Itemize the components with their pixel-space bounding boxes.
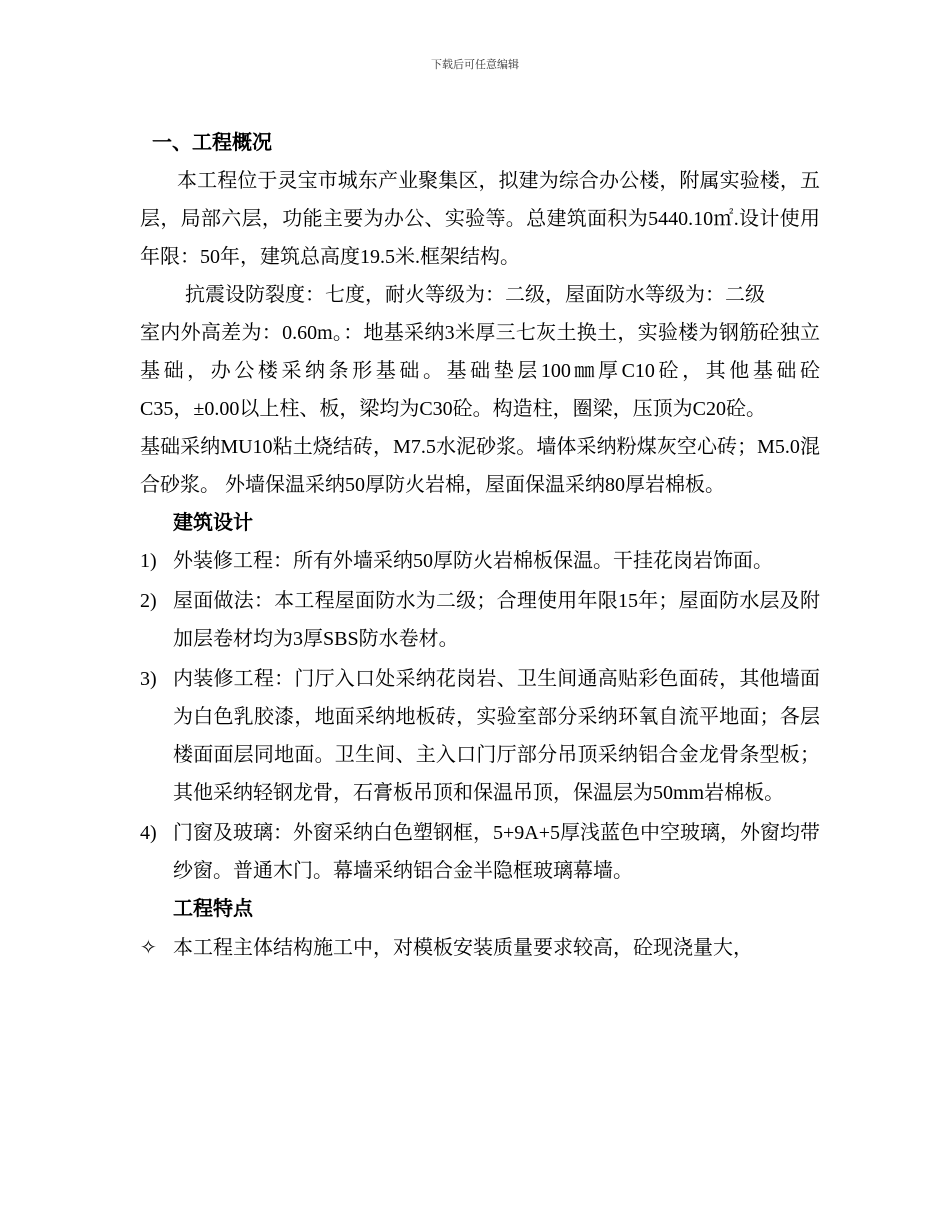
feature-bullet-text: 本工程主体结构施工中，对模板安装质量要求较高，砼现浇量大， [173, 935, 753, 959]
section-title-architecture: 建筑设计 [173, 510, 253, 534]
list-item [140, 660, 820, 812]
overview-paragraph-4: 基础采纳MU10粘土烧结砖，M7.5水泥砂浆。墙体采纳粉煤灰空心砖；M5.0混合砂浆。 外墙保温采纳50厚防火岩棉，屋面保温采纳80厚岩棉板。 [140, 436, 820, 496]
list-item [140, 542, 820, 580]
architecture-list [140, 542, 820, 890]
diamond-bullet-icon: ✧ [140, 935, 157, 959]
section-title-overview: 一、工程概况 [152, 130, 272, 154]
list-item-number: 4) [140, 822, 157, 844]
overview-paragraph-2: 抗震设防裂度：七度，耐火等级为：二级，屋面防水等级为：二级 [185, 284, 765, 306]
list-item-text: 门窗及玻璃：外窗采纳白色塑钢框，5+9A+5厚浅蓝色中空玻璃，外窗均带纱窗。普通木门。幕墙采纳铝合金半隐框玻璃幕墙。 [173, 822, 821, 882]
list-item-number: 2) [140, 590, 157, 612]
list-item-text: 外装修工程：所有外墙采纳50厚防火岩棉板保温。干挂花岗岩饰面。 [173, 550, 773, 572]
list-item [140, 814, 820, 890]
list-item-number: 3) [140, 668, 157, 690]
page-header: 下载后可任意编辑 [431, 58, 519, 71]
list-item-text: 屋面做法：本工程屋面防水为二级；合理使用年限15年；屋面防水层及附加层卷材均为3厚SBS防水卷材。 [173, 590, 820, 650]
overview-paragraph-1: 本工程位于灵宝市城东产业聚集区，拟建为综合办公楼，附属实验楼，五层，局部六层，功能主要为办公、实验等。总建筑面积为5440.10㎡.设计使用年限：50年，建筑总高度19.5米.框架结构。 [140, 170, 820, 268]
feature-bullet-item [140, 928, 820, 966]
list-item-text: 内装修工程：门厅入口处采纳花岗岩、卫生间通高贴彩色面砖，其他墙面为白色乳胶漆，地面采纳地板砖，实验室部分采纳环氧自流平地面；各层楼面面层同地面。卫生间、主入口门厅部分吊顶采纳铝合金龙骨条型板；其他采纳轻钢龙骨，石膏板吊顶和保温吊顶，保温层为50mm岩棉板。 [173, 668, 820, 804]
list-item-number: 1) [140, 550, 157, 572]
document-body [140, 128, 820, 966]
overview-paragraph-3: 室内外高差为：0.60m。：地基采纳3米厚三七灰土换土，实验楼为钢筋砼独立基础，办公楼采纳条形基础。基础垫层100㎜厚C10砼，其他基础砼C35，±0.00以上柱、板，梁均为C30砼。构造柱，圈梁，压顶为C20砼。 [140, 322, 820, 420]
list-item [140, 582, 820, 658]
section-title-features: 工程特点 [173, 896, 253, 920]
